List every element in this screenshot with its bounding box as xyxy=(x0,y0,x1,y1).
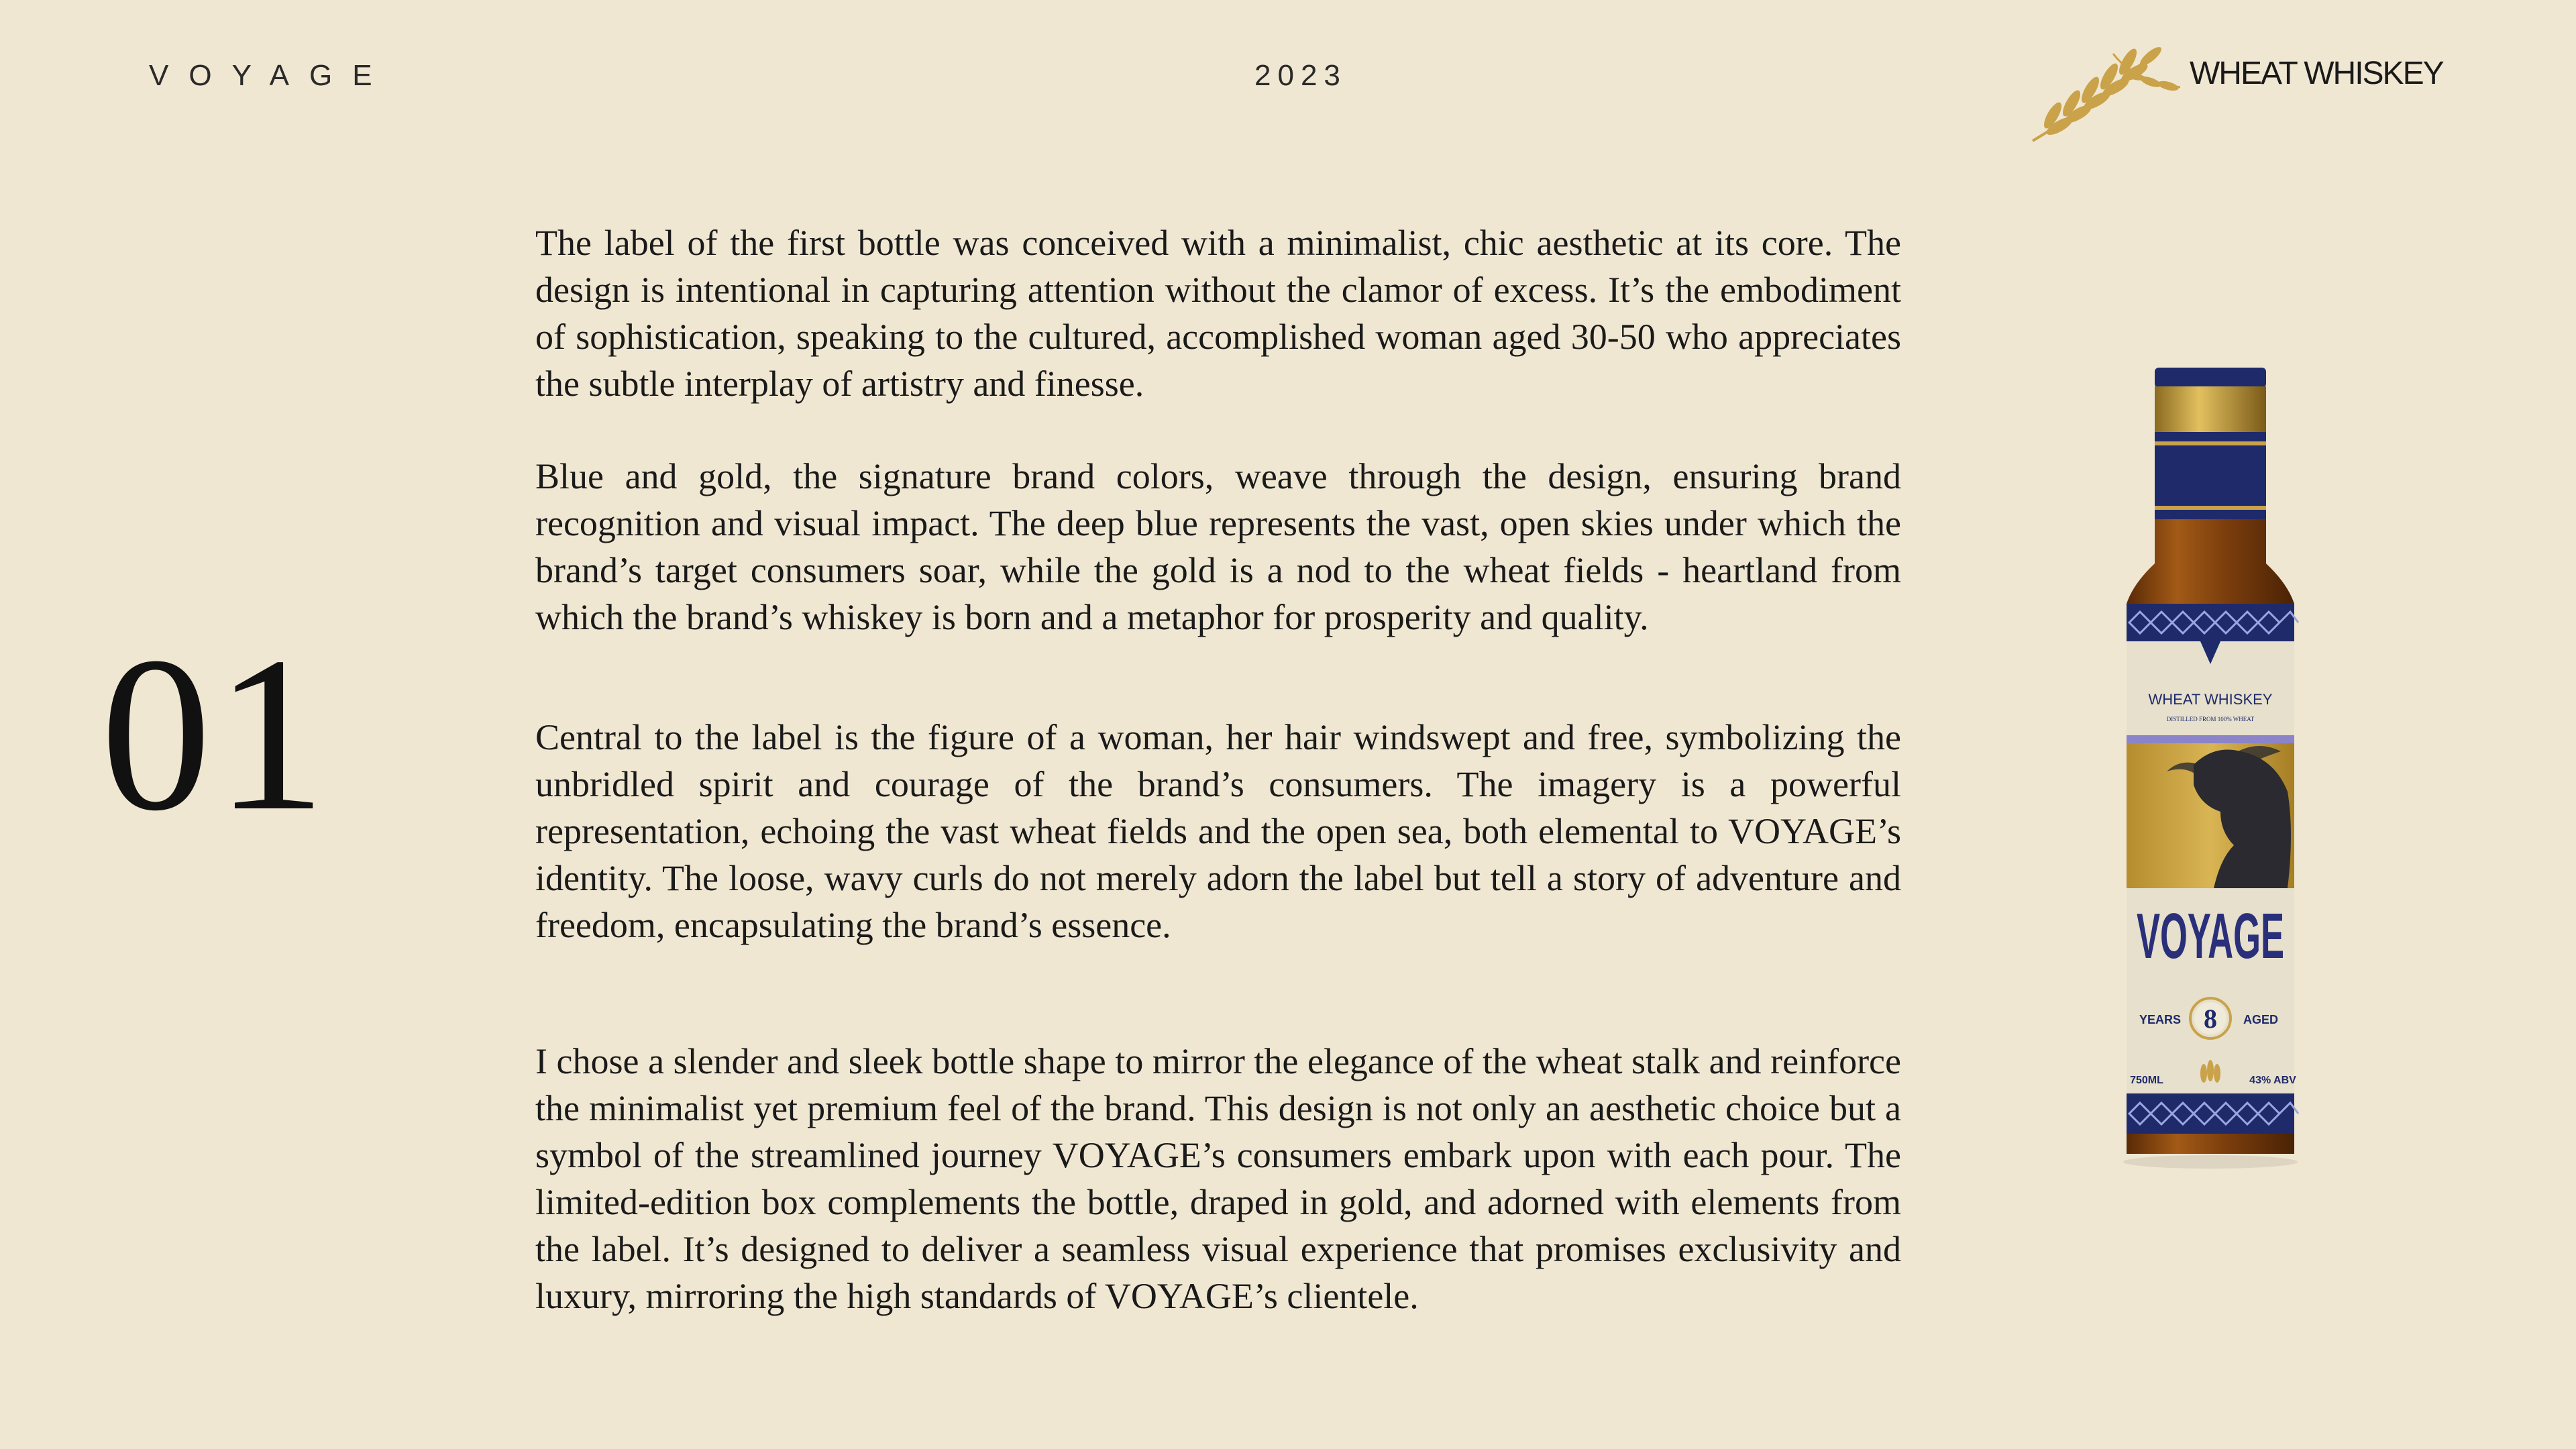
brand-logo xyxy=(2019,40,2489,148)
header-brand: VOYAGE xyxy=(149,59,392,92)
header-year: 2023 xyxy=(1254,59,1347,92)
bottle-volume: 750ML xyxy=(2130,1075,2163,1086)
paragraph-woman-figure: Central to the label is the figure of a woman, her hair windswept and free, symbolizing the unbridled spirit and courage of the brand’s consumers. The imagery is a powerful representation, echoing the vast wheat fields and the open sea, both elemental to VOYAGE’s identity. The loose, wavy curls do not merely adorn the label but tell a story of adventure and freedom, encapsulating the brand’s essence. xyxy=(535,717,1901,945)
bottle-aged-label: AGED xyxy=(2243,1013,2279,1026)
section-number: 01 xyxy=(101,612,330,857)
paragraph-bottle-shape: I chose a slender and sleek bottle shape to mirror the elegance of the wheat stalk and reinforce the minimalist yet premium feel of the brand. This design is not only an aesthetic choice but a symbol of the streamlined journey VOYAGE’s consumers embark upon with each pour. The limited-edition box complements the bottle, draped in gold, and adorned with elements from the label. It’s designed to deliver a seamless visual experience that promises exclusivity and luxury, mirroring the high standards of VOYAGE’s clientele. xyxy=(535,1041,1901,1316)
bottle-label-top: WHEAT WHISKEY xyxy=(2148,691,2273,708)
bottle-label-sub: DISTILLED FROM 100% WHEAT xyxy=(2166,716,2255,722)
bottle-years-label: YEARS xyxy=(2139,1013,2182,1026)
wheat-stalk-icon xyxy=(2019,40,2194,148)
bottle-abv: 43% ABV xyxy=(2249,1075,2296,1086)
bottle-years-value: 8 xyxy=(2204,1004,2217,1034)
logo-text: WHEAT WHISKEY xyxy=(2190,56,2443,91)
whiskey-bottle-image xyxy=(2120,362,2301,1181)
bottle-brand: VOYAGE xyxy=(2137,900,2284,972)
paragraph-brand-colors: Blue and gold, the signature brand colors, weave through the design, ensuring brand recognition and visual impact. The deep blue represents the vast, open skies under which the brand’s target consumers soar, while the gold is a nod to the wheat fields - heartland from which the brand’s whiskey is born and a metaphor for prosperity and quality. xyxy=(535,456,1901,637)
paragraph-label-concept: The label of the first bottle was conceived with a minimalist, chic aesthetic at its core. The design is intentional in capturing attention without the clamor of excess. It’s the embodiment of sophistication, speaking to the cultured, accomplished woman aged 30-50 who appreciates the subtle interplay of artistry and finesse. xyxy=(535,223,1901,404)
